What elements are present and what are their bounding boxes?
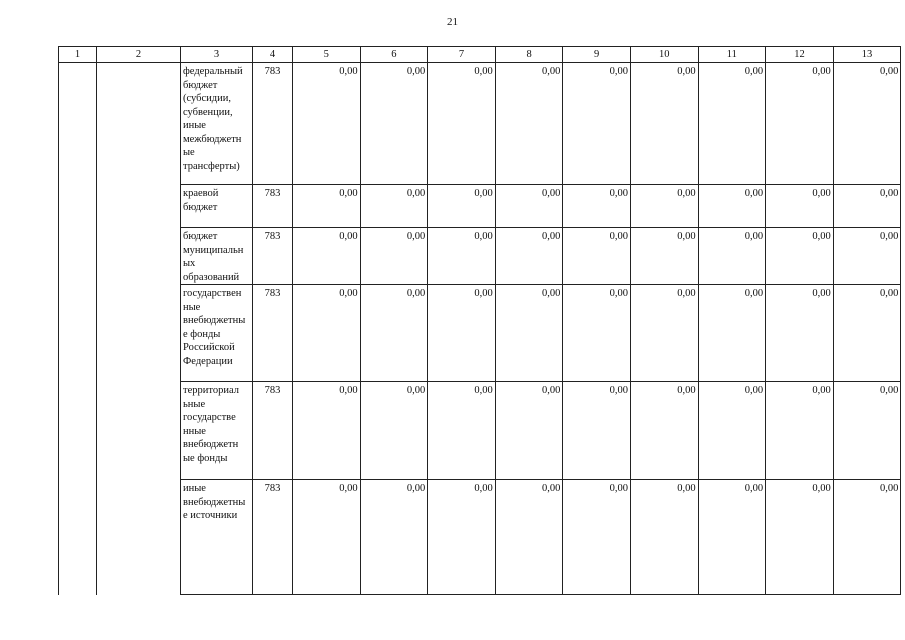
value-cell: 0,00 bbox=[630, 228, 698, 285]
code-cell: 783 bbox=[253, 480, 293, 595]
value-cell: 0,00 bbox=[563, 185, 631, 228]
value-cell: 0,00 bbox=[293, 63, 361, 185]
table-row bbox=[59, 185, 901, 228]
value-cell: 0,00 bbox=[293, 185, 361, 228]
column-header: 12 bbox=[766, 47, 834, 63]
value-cell: 0,00 bbox=[293, 382, 361, 480]
value-cell: 0,00 bbox=[833, 382, 901, 480]
value-cell: 0,00 bbox=[293, 480, 361, 595]
value-cell: 0,00 bbox=[563, 382, 631, 480]
value-cell: 0,00 bbox=[495, 382, 563, 480]
value-cell: 0,00 bbox=[630, 285, 698, 382]
value-cell: 0,00 bbox=[428, 228, 496, 285]
value-cell: 0,00 bbox=[563, 63, 631, 185]
value-cell: 0,00 bbox=[766, 285, 834, 382]
value-cell: 0,00 bbox=[698, 480, 766, 595]
column-header: 2 bbox=[97, 47, 181, 63]
column-header: 5 bbox=[293, 47, 361, 63]
value-cell: 0,00 bbox=[766, 480, 834, 595]
column-header: 7 bbox=[428, 47, 496, 63]
value-cell: 0,00 bbox=[630, 63, 698, 185]
value-cell: 0,00 bbox=[360, 63, 428, 185]
value-cell: 0,00 bbox=[766, 63, 834, 185]
value-cell: 0,00 bbox=[833, 63, 901, 185]
value-cell: 0,00 bbox=[563, 480, 631, 595]
code-cell: 783 bbox=[253, 285, 293, 382]
merged-cell-col2 bbox=[97, 63, 181, 595]
value-cell: 0,00 bbox=[766, 228, 834, 285]
code-cell: 783 bbox=[253, 63, 293, 185]
table-row bbox=[59, 480, 901, 595]
value-cell: 0,00 bbox=[833, 185, 901, 228]
value-cell: 0,00 bbox=[833, 228, 901, 285]
value-cell: 0,00 bbox=[630, 185, 698, 228]
table-row bbox=[59, 382, 901, 480]
column-header: 8 bbox=[495, 47, 563, 63]
column-header: 9 bbox=[563, 47, 631, 63]
funding-source-name: иные внебюджетны е источники bbox=[181, 480, 253, 595]
value-cell: 0,00 bbox=[495, 285, 563, 382]
column-header: 3 bbox=[181, 47, 253, 63]
funding-source-name: территориал ьные государстве нные внебюджетн ые фонды bbox=[181, 382, 253, 480]
value-cell: 0,00 bbox=[428, 382, 496, 480]
code-cell: 783 bbox=[253, 228, 293, 285]
value-cell: 0,00 bbox=[630, 480, 698, 595]
value-cell: 0,00 bbox=[428, 63, 496, 185]
value-cell: 0,00 bbox=[495, 228, 563, 285]
column-header: 6 bbox=[360, 47, 428, 63]
funding-source-name: федеральный бюджет (субсидии, субвенции, иные межбюджетн ые трансферты) bbox=[181, 63, 253, 185]
header-row bbox=[59, 47, 901, 63]
column-header: 11 bbox=[698, 47, 766, 63]
funding-source-name: государствен ные внебюджетны е фонды Российской Федерации bbox=[181, 285, 253, 382]
table-row bbox=[59, 63, 901, 185]
value-cell: 0,00 bbox=[428, 480, 496, 595]
table-row bbox=[59, 285, 901, 382]
table-row bbox=[59, 228, 901, 285]
funding-source-name: бюджет муниципальн ых образований bbox=[181, 228, 253, 285]
column-header: 13 bbox=[833, 47, 901, 63]
funding-source-name: краевой бюджет bbox=[181, 185, 253, 228]
value-cell: 0,00 bbox=[833, 480, 901, 595]
code-cell: 783 bbox=[253, 185, 293, 228]
value-cell: 0,00 bbox=[766, 382, 834, 480]
column-header: 1 bbox=[59, 47, 97, 63]
value-cell: 0,00 bbox=[766, 185, 834, 228]
value-cell: 0,00 bbox=[495, 185, 563, 228]
value-cell: 0,00 bbox=[698, 285, 766, 382]
value-cell: 0,00 bbox=[428, 185, 496, 228]
value-cell: 0,00 bbox=[698, 228, 766, 285]
column-header: 10 bbox=[630, 47, 698, 63]
value-cell: 0,00 bbox=[293, 228, 361, 285]
value-cell: 0,00 bbox=[360, 480, 428, 595]
value-cell: 0,00 bbox=[495, 63, 563, 185]
page-number: 21 bbox=[447, 16, 458, 28]
value-cell: 0,00 bbox=[428, 285, 496, 382]
value-cell: 0,00 bbox=[293, 285, 361, 382]
value-cell: 0,00 bbox=[360, 285, 428, 382]
value-cell: 0,00 bbox=[833, 285, 901, 382]
value-cell: 0,00 bbox=[630, 382, 698, 480]
column-header: 4 bbox=[253, 47, 293, 63]
merged-cell-col1 bbox=[59, 63, 97, 595]
code-cell: 783 bbox=[253, 382, 293, 480]
value-cell: 0,00 bbox=[698, 63, 766, 185]
value-cell: 0,00 bbox=[360, 228, 428, 285]
value-cell: 0,00 bbox=[563, 228, 631, 285]
value-cell: 0,00 bbox=[495, 480, 563, 595]
value-cell: 0,00 bbox=[563, 285, 631, 382]
value-cell: 0,00 bbox=[698, 185, 766, 228]
value-cell: 0,00 bbox=[698, 382, 766, 480]
budget-table bbox=[58, 46, 901, 595]
value-cell: 0,00 bbox=[360, 382, 428, 480]
value-cell: 0,00 bbox=[360, 185, 428, 228]
